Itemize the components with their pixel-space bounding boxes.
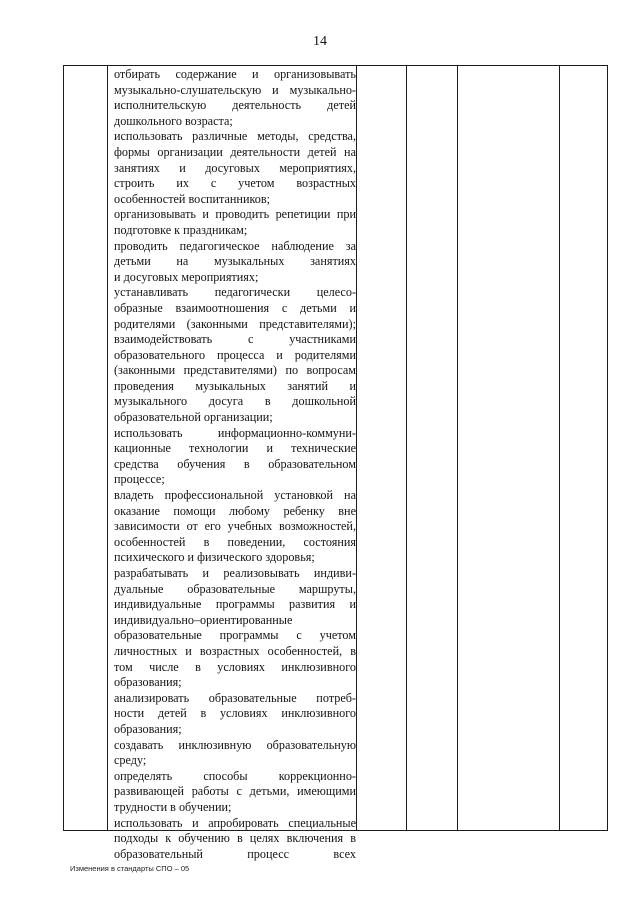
text-line: особенностей воспитанников; xyxy=(114,191,271,206)
text-line: организовывать и проводить репетиции при xyxy=(114,207,356,222)
text-line: развивающей работы с детьми, имеющими xyxy=(114,784,356,799)
text-line: дошкольного возраста; xyxy=(114,113,233,128)
text-line: занятиях и досуговых мероприятиях, xyxy=(114,160,356,175)
text-line: подходы к обучению в целях включения в xyxy=(114,831,356,846)
column-divider xyxy=(406,66,407,830)
text-line: образования; xyxy=(114,675,182,690)
text-line: образовательный процесс всех xyxy=(114,846,356,861)
text-line: проводить педагогическое наблюдение за xyxy=(114,238,356,253)
text-line: родителями (законными представителями); xyxy=(114,316,356,331)
text-line: музыкально-слушательскую и музыкально- xyxy=(114,82,356,97)
text-line: образования; xyxy=(114,721,182,736)
text-line: музыкального досуга в дошкольной xyxy=(114,394,356,409)
text-line: процессе; xyxy=(114,472,165,487)
text-line: образовательного процесса и родителями xyxy=(114,347,356,362)
text-line: том числе в условиях инклюзивного xyxy=(114,659,356,674)
text-line: создавать инклюзивную образовательную xyxy=(114,737,356,752)
column-divider xyxy=(356,66,357,830)
text-line: (законными представителями) по вопросам xyxy=(114,363,356,378)
text-line: средства обучения в образовательном xyxy=(114,456,356,471)
text-line: подготовке к праздникам; xyxy=(114,222,248,237)
text-line: зависимости от его учебных возможностей, xyxy=(114,519,356,534)
text-line: кационные технологии и технические xyxy=(114,441,356,456)
text-line: трудности в обучении; xyxy=(114,799,232,814)
text-line: исполнительскую деятельность детей xyxy=(114,98,356,113)
text-line: владеть профессиональной установкой на xyxy=(114,488,356,503)
text-line: оказание помощи любому ребенку вне xyxy=(114,503,356,518)
text-line: образовательные программы с учетом xyxy=(114,628,356,643)
text-line: и досуговых мероприятиях; xyxy=(114,269,259,284)
column-divider xyxy=(457,66,458,830)
text-line: формы организации деятельности детей на xyxy=(114,144,356,159)
page-number: 14 xyxy=(313,34,327,49)
text-line: отбирать содержание и организовывать xyxy=(114,67,356,81)
text-line: анализировать образовательные потреб- xyxy=(114,690,356,705)
text-line: ности детей в условиях инклюзивного xyxy=(114,706,356,721)
text-line: образные взаимоотношения с детьми и xyxy=(114,300,356,315)
text-line: использовать различные методы, средства, xyxy=(114,129,356,144)
text-line: взаимодействовать с участниками xyxy=(114,332,356,347)
text-line: проведения музыкальных занятий и xyxy=(114,378,356,393)
text-line: психического и физического здоровья; xyxy=(114,550,315,565)
text-line: образовательной организации; xyxy=(114,410,273,425)
text-line: строить их с учетом возрастных xyxy=(114,176,356,191)
text-line: особенностей в поведении, состояния xyxy=(114,534,356,549)
text-line: детьми на музыкальных занятиях xyxy=(114,254,356,269)
text-line: использовать и апробировать специальные xyxy=(114,815,356,830)
text-line: среду; xyxy=(114,753,147,768)
text-line: личностных и возрастных особенностей, в xyxy=(114,643,356,658)
text-line: устанавливать педагогически целесо- xyxy=(114,285,356,300)
text-line: использовать информационно-коммуни- xyxy=(114,425,356,440)
column-divider xyxy=(559,66,560,830)
text-line: дуальные образовательные маршруты, xyxy=(114,581,356,596)
text-line: определять способы коррекционно- xyxy=(114,768,356,783)
column-divider xyxy=(107,66,108,830)
text-line: индивидуально–ориентированные xyxy=(114,612,293,627)
text-line: разрабатывать и реализовывать индиви- xyxy=(114,566,356,580)
skills-list-cell xyxy=(114,67,356,862)
footer-note: Изменения в стандарты СПО – 05 xyxy=(70,864,190,873)
text-line: индивидуальные программы развития и xyxy=(114,597,356,612)
